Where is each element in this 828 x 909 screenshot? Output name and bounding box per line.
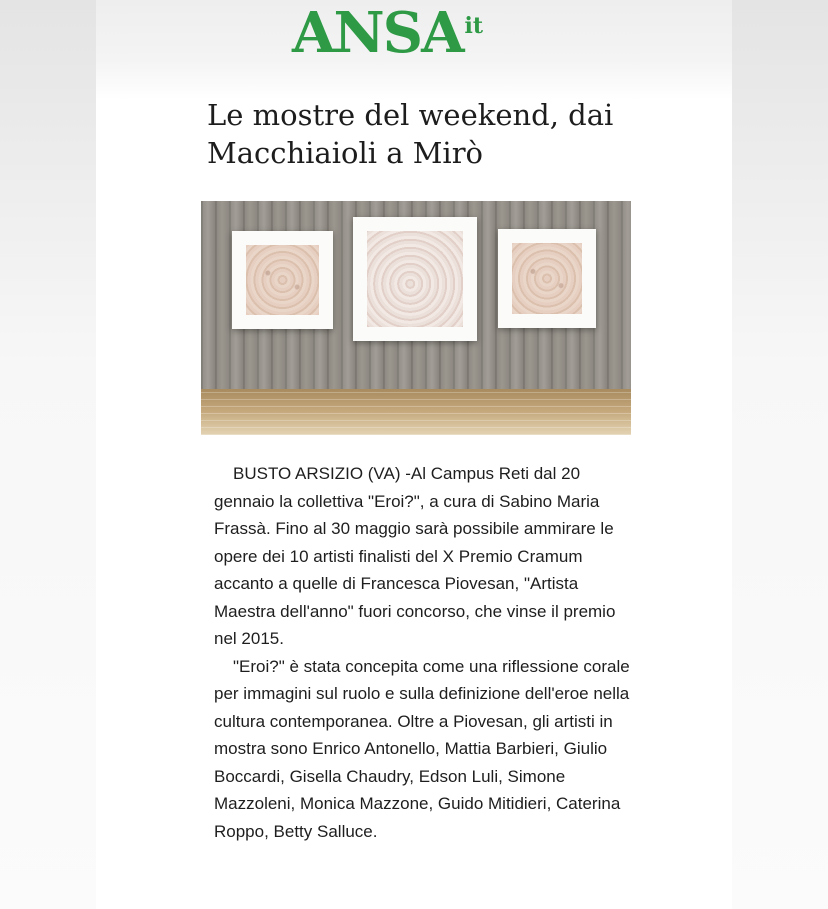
ansa-logo[interactable] <box>292 0 542 70</box>
artwork-right <box>498 229 596 328</box>
article-page <box>96 0 732 909</box>
logo-wordmark: ANSA <box>292 0 463 66</box>
artwork-left <box>232 231 333 329</box>
artwork-center <box>353 217 477 341</box>
article-photo[interactable] <box>201 201 631 435</box>
artwork-canvas <box>367 231 463 327</box>
photo-wooden-floor <box>201 389 631 435</box>
article-headline: Le mostre del weekend, dai Macchiaioli a Mirò <box>207 98 614 170</box>
right-margin <box>732 0 828 909</box>
logo-suffix: it <box>464 13 484 39</box>
article-body <box>214 460 634 845</box>
article-paragraph: BUSTO ARSIZIO (VA) -Al Campus Reti dal 20 gennaio la collettiva "Eroi?", a cura di Sabino Maria Frassà. Fino al 30 maggio sarà possibile ammirare le opere dei 10 artisti finalisti del X Premio Cramum accanto a quelle di Francesca Piovesan, "Artista Maestra dell'anno" fuori concorso, che vinse il premio nel 2015. <box>214 464 616 648</box>
left-margin <box>0 0 96 909</box>
artwork-canvas <box>246 245 319 315</box>
article-paragraph: "Eroi?" è stata concepita come una riflessione corale per immagini sul ruolo e sulla definizione dell'eroe nella cultura contemporanea. Oltre a Piovesan, gli artisti in mostra sono Enrico Antonello, Mattia Barbieri, Giulio Boccardi, Gisella Chaudry, Edson Luli, Simone Mazzoleni, Monica Mazzone, Guido Mitidieri, Caterina Roppo, Betty Salluce. <box>214 656 630 841</box>
artwork-canvas <box>512 243 582 314</box>
